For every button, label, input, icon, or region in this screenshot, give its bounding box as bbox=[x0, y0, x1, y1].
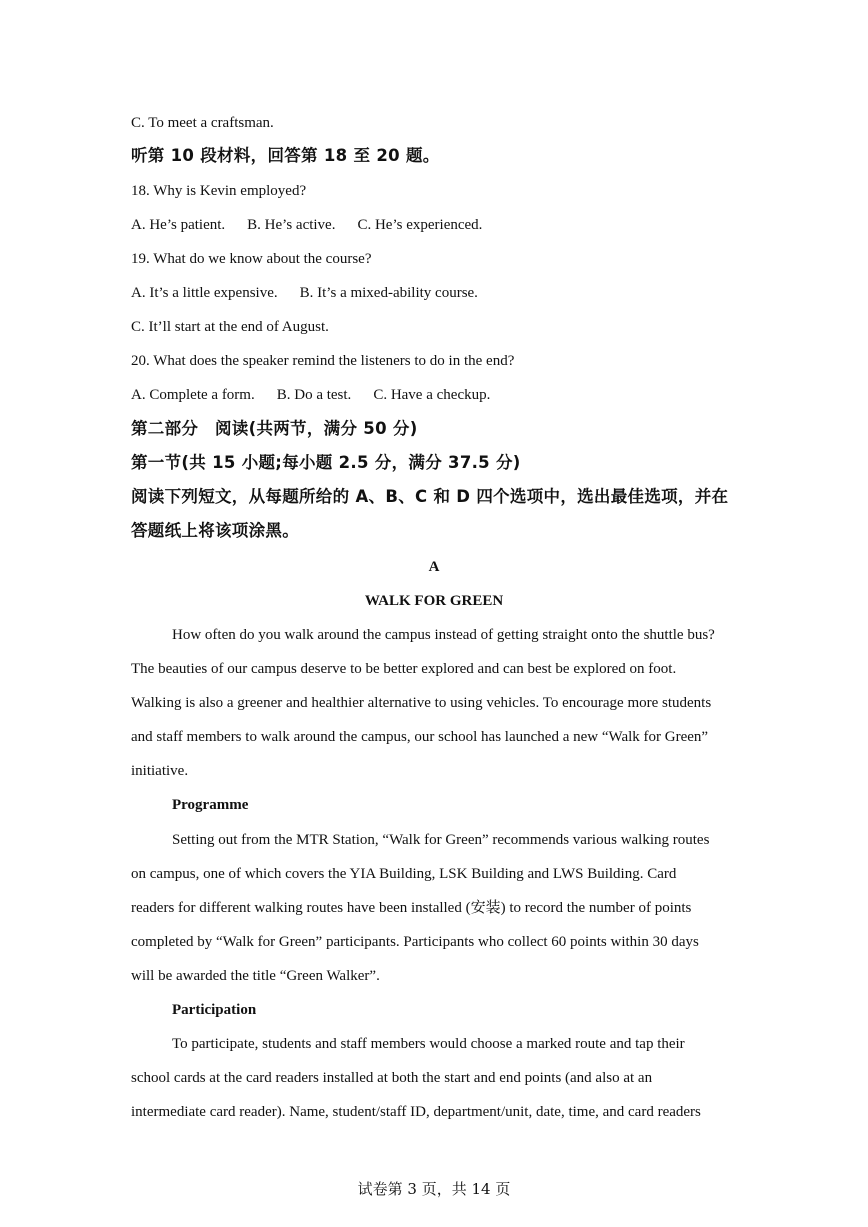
question-19-options bbox=[131, 283, 500, 303]
passage-letter: A bbox=[428, 559, 440, 575]
question-18: 18. Why is Kevin employed? bbox=[131, 183, 307, 199]
question-20: 20. What does the speaker remind the listeners to do in the end? bbox=[131, 353, 515, 369]
question-19-option-c: C. It’ll start at the end of August. bbox=[131, 319, 329, 335]
option-a: A. He’s patient. bbox=[131, 217, 226, 233]
reading-instruction: 阅读下列短文，从每题所给的 A、B、C 和 D 四个选项中，选出最佳选项，并在 bbox=[131, 487, 729, 506]
option-c: C. Have a checkup. bbox=[373, 387, 491, 403]
paragraph-line: and staff members to walk around the campus, our school has launched a new “Walk for Green” bbox=[131, 729, 709, 745]
question-18-options bbox=[131, 215, 504, 235]
paragraph-line: To participate, students and staff members would choose a marked route and tap their bbox=[172, 1036, 685, 1052]
question-19: 19. What do we know about the course? bbox=[131, 251, 372, 267]
question-20-options bbox=[131, 385, 512, 405]
paragraph-line: Walking is also a greener and healthier alternative to using vehicles. To encourage more students bbox=[131, 695, 712, 711]
section-one-heading: 第一节(共 15 小题;每小题 2.5 分，满分 37.5 分) bbox=[131, 453, 521, 472]
option-a: A. It’s a little expensive. bbox=[131, 285, 278, 301]
subheading-participation: Participation bbox=[172, 1002, 257, 1018]
paragraph-line: school cards at the card readers installed at both the start and end points (and also at an bbox=[131, 1070, 653, 1086]
part-two-heading: 第二部分 阅读(共两节，满分 50 分) bbox=[131, 419, 418, 438]
paragraph-line: completed by “Walk for Green” participants. Participants who collect 60 points within 30 days bbox=[131, 934, 699, 950]
paragraph-line: intermediate card reader). Name, student/staff ID, department/unit, date, time, and card readers bbox=[131, 1104, 701, 1120]
option-b: B. It’s a mixed-ability course. bbox=[299, 285, 478, 301]
option-c: C. He’s experienced. bbox=[357, 217, 483, 233]
option-b: B. Do a test. bbox=[276, 387, 352, 403]
paragraph-line: on campus, one of which covers the YIA Building, LSK Building and LWS Building. Card bbox=[131, 866, 677, 882]
option-a: A. Complete a form. bbox=[131, 387, 255, 403]
passage-title: WALK FOR GREEN bbox=[364, 593, 504, 609]
section-instruction: 听第 10 段材料，回答第 18 至 20 题。 bbox=[131, 146, 440, 165]
option-b: B. He’s active. bbox=[247, 217, 336, 233]
paragraph-line: readers for different walking routes have been installed (安装) to record the number of points bbox=[131, 900, 692, 916]
paragraph-line: How often do you walk around the campus instead of getting straight onto the shuttle bus? bbox=[172, 627, 715, 643]
paragraph-line: will be awarded the title “Green Walker”. bbox=[131, 968, 380, 984]
reading-instruction-cont: 答题纸上将该项涂黑。 bbox=[131, 521, 299, 540]
option-c-line: C. To meet a craftsman. bbox=[131, 115, 274, 131]
paragraph-line: The beauties of our campus deserve to be better explored and can best be explored on foot. bbox=[131, 661, 677, 677]
subheading-programme: Programme bbox=[172, 797, 249, 813]
paragraph-line: initiative. bbox=[131, 763, 189, 779]
page-footer: 试卷第 3 页，共 14 页 bbox=[357, 1180, 511, 1198]
paragraph-line: Setting out from the MTR Station, “Walk for Green” recommends various walking routes bbox=[172, 832, 710, 848]
